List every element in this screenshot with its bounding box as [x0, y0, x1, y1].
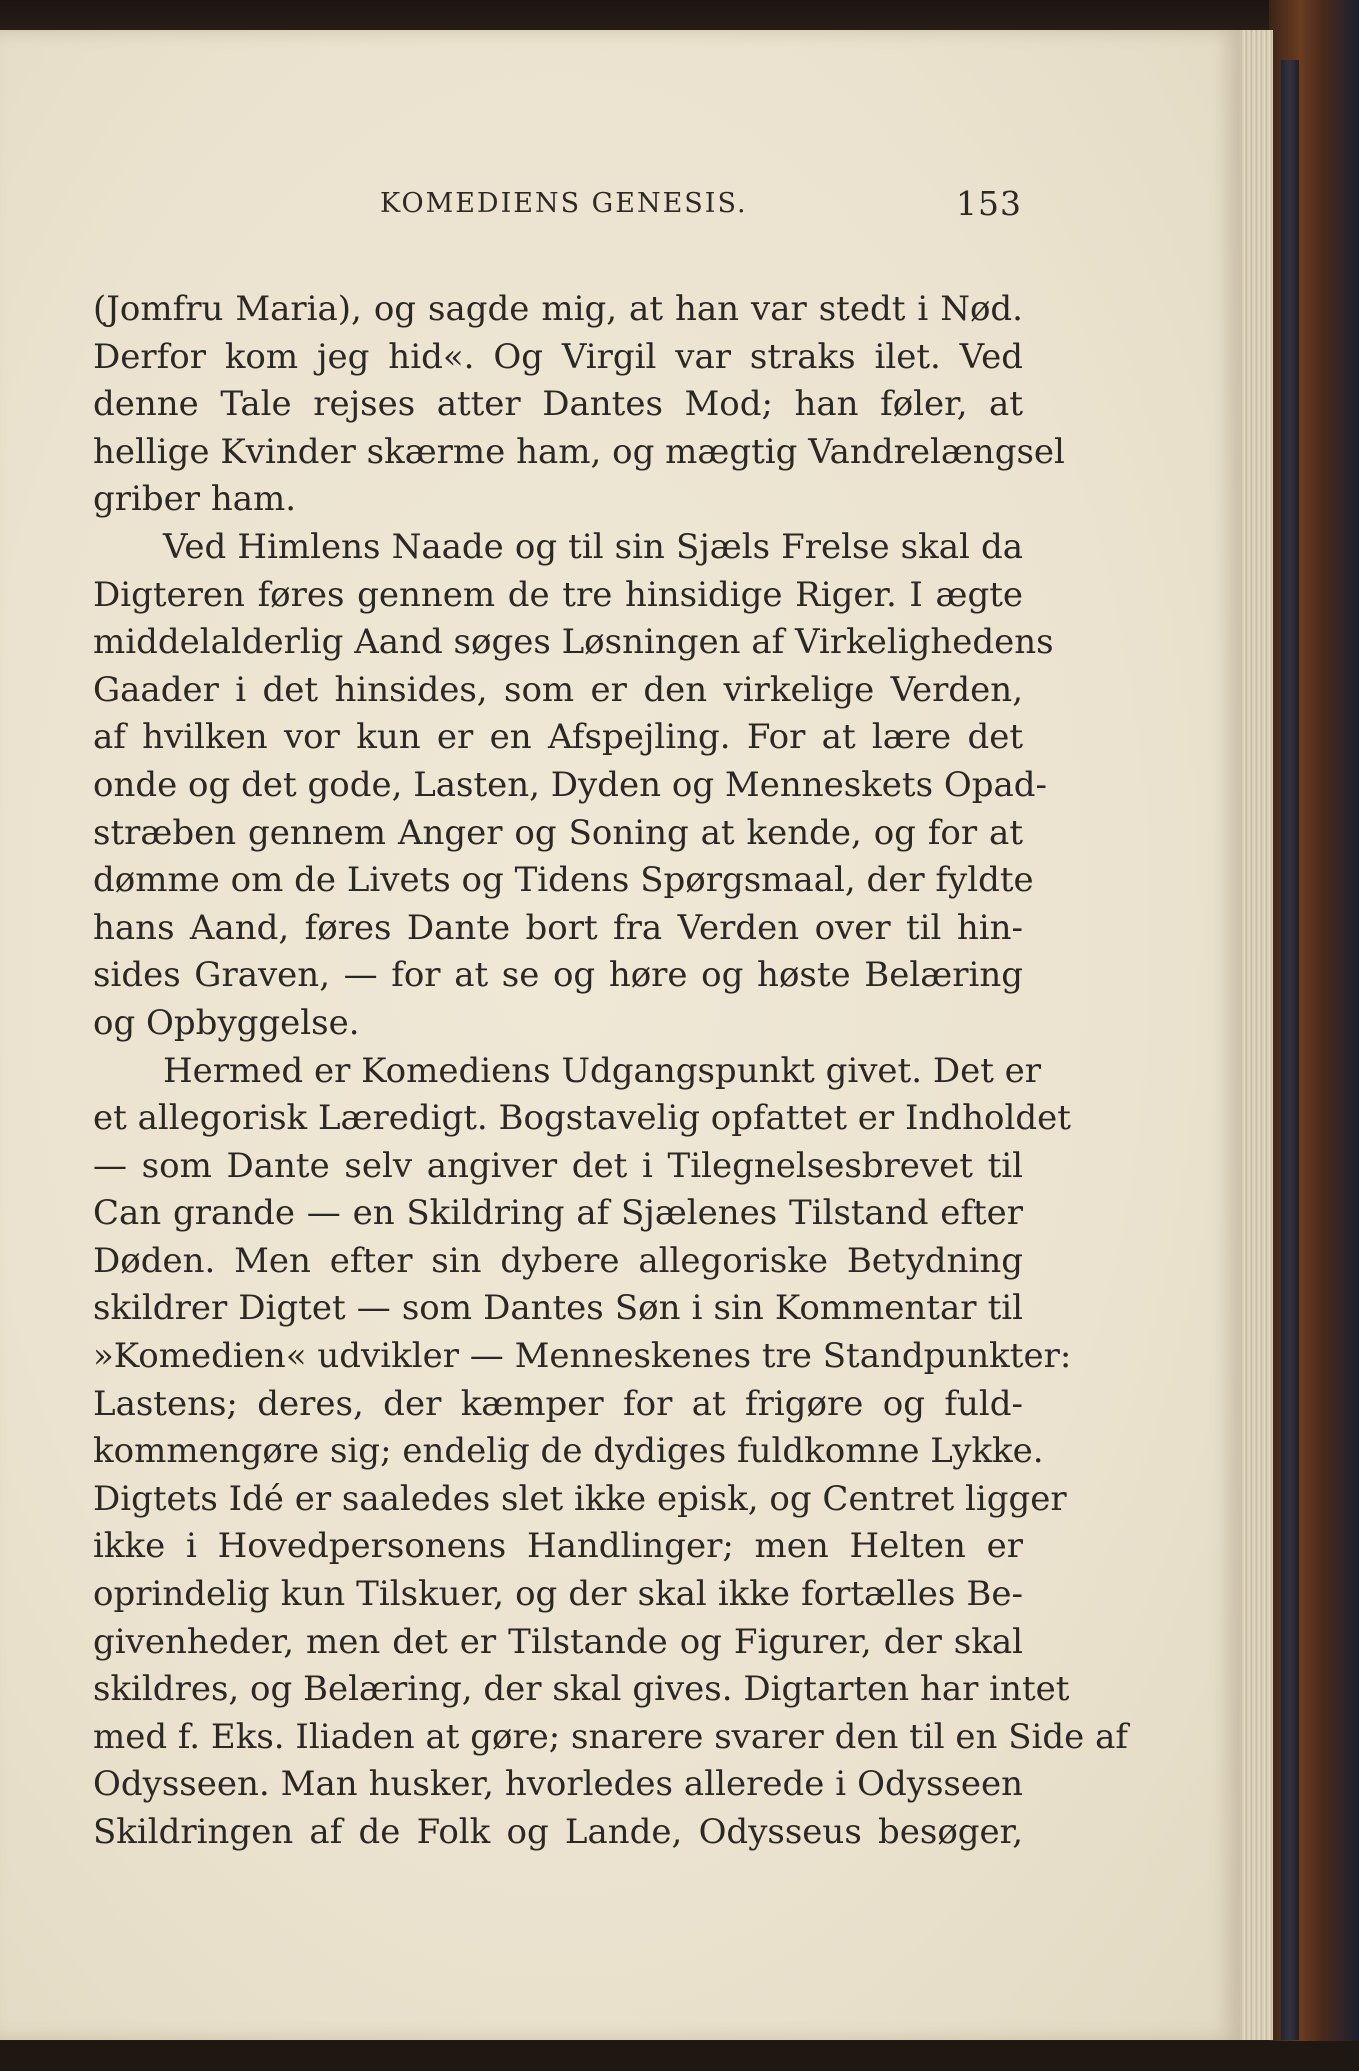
text-line: af hvilken vor kun er en Afspejling. For at lære det — [93, 717, 1023, 758]
text-line: ikke i Hovedpersonens Handlinger; men Helten er — [93, 1526, 1023, 1567]
text-line: (Jomfru Maria), og sagde mig, at han var stedt i Nød. — [93, 289, 1023, 329]
text-line: Derfor kom jeg hid«. Og Virgil var straks ilet. Ved — [93, 336, 1023, 377]
book-spine-edge — [1281, 60, 1299, 2040]
text-line: skildres, og Belæring, der skal gives. Digtarten har intet — [93, 1669, 1070, 1710]
text-line: Can grande — en Skildring af Sjælenes Tilstand efter — [93, 1193, 1023, 1234]
text-line: Hermed er Komediens Udgangspunkt givet. Det er — [163, 1050, 1042, 1091]
text-line: Lastens; deres, der kæmper for at frigøre og fuld- — [93, 1383, 1023, 1424]
text-line: Digtets Idé er saaledes slet ikke episk, og Centret ligger — [93, 1478, 1067, 1519]
text-line: Skildringen af de Folk og Lande, Odysseus besøger, — [93, 1812, 1023, 1852]
text-line: Ved Himlens Naade og til sin Sjæls Frelse skal da — [163, 526, 1023, 567]
text-line: hans Aand, føres Dante bort fra Verden over til hin- — [93, 907, 1023, 948]
text-line: et allegorisk Læredigt. Bogstavelig opfattet er Indholdet — [93, 1098, 1071, 1139]
text-line: Digteren føres gennem de tre hinsidige Riger. I ægte — [93, 574, 1023, 615]
running-title: KOMEDIENS GENESIS. — [380, 188, 748, 219]
book-page — [0, 30, 1240, 2040]
text-line: Gaader i det hinsides, som er den virkelige Verden, — [93, 669, 1023, 710]
text-line: denne Tale rejses atter Dantes Mod; han føler, at — [93, 384, 1023, 425]
text-line: »Komedien« udvikler — Menneskenes tre Standpunkter: — [93, 1336, 1072, 1377]
text-line: sides Graven, — for at se og høre og høste Belæring — [93, 955, 1023, 996]
text-line: og Opbyggelse. — [93, 1002, 360, 1043]
text-line: hellige Kvinder skærme ham, og mægtig Vandrelængsel — [93, 431, 1065, 472]
text-line: — som Dante selv angiver det i Tilegnelsesbrevet til — [93, 1145, 1023, 1186]
book-cover-bottom — [0, 2041, 1359, 2071]
page-number: 153 — [956, 184, 1022, 223]
text-line: dømme om de Livets og Tidens Spørgsmaal, der fyldte — [93, 860, 1034, 901]
text-line: givenheder, men det er Tilstande og Figurer, der skal — [93, 1621, 1023, 1662]
text-line: stræben gennem Anger og Soning at kende, og for at — [93, 812, 1023, 853]
text-line: med f. Eks. Iliaden at gøre; snarere svarer den til en Side af — [93, 1716, 1128, 1757]
text-line: onde og det gode, Lasten, Dyden og Menneskets Opad- — [93, 764, 1047, 805]
text-line: kommengøre sig; endelig de dydiges fuldkomne Lykke. — [93, 1431, 1044, 1472]
text-line: Odysseen. Man husker, hvorledes allerede i Odysseen — [93, 1764, 1023, 1805]
text-line: oprindelig kun Tilskuer, og der skal ikke fortælles Be- — [93, 1574, 1023, 1615]
text-line: middelalderlig Aand søges Løsningen af Virkelighedens — [93, 622, 1054, 663]
text-line: skildrer Digtet — som Dantes Søn i sin Kommentar til — [93, 1288, 1023, 1329]
text-line: Døden. Men efter sin dybere allegoriske Betydning — [93, 1240, 1023, 1281]
body-text — [93, 286, 1128, 1857]
text-line: griber ham. — [93, 479, 297, 520]
